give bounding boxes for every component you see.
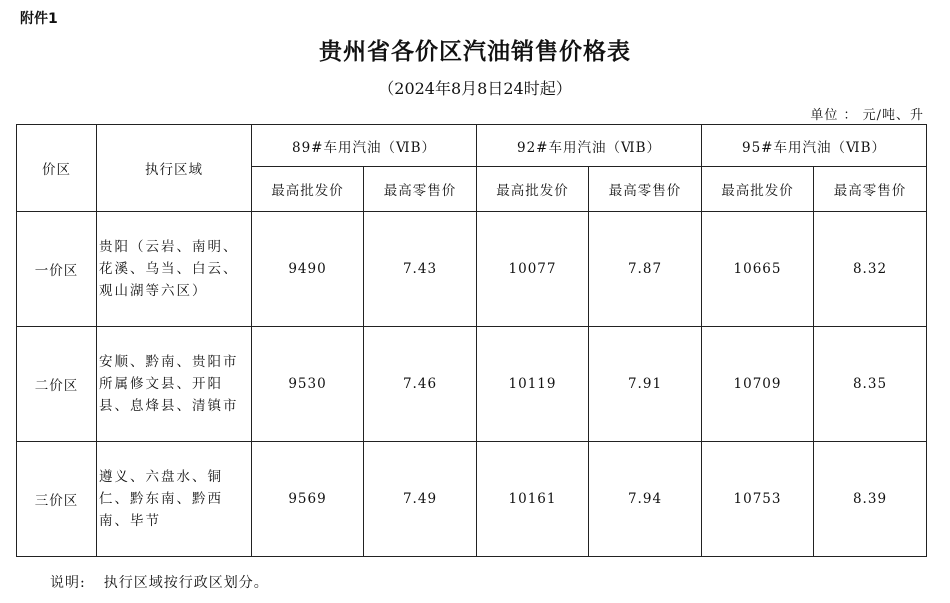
subheader-wholesale: 最高批发价: [477, 167, 589, 212]
price-cell: 9569: [252, 442, 364, 557]
price-cell: 8.32: [814, 212, 927, 327]
region-cell: 遵义、六盘水、铜仁、黔东南、黔西南、毕节: [97, 442, 252, 557]
header-price-zone: 价区: [17, 125, 97, 212]
price-cell: 7.87: [589, 212, 702, 327]
price-zone-cell: 一价区: [17, 212, 97, 327]
price-cell: 10119: [477, 327, 589, 442]
table-row: [17, 327, 927, 442]
region-cell: 安顺、黔南、贵阳市所属修文县、开阳县、息烽县、清镇市: [97, 327, 252, 442]
header-region: 执行区域: [97, 125, 252, 212]
subheader-retail: 最高零售价: [814, 167, 927, 212]
footnote-label: 说明:: [50, 575, 86, 591]
price-cell: 8.35: [814, 327, 927, 442]
price-cell: 9490: [252, 212, 364, 327]
table-header-row: [17, 125, 927, 167]
price-cell: 7.49: [364, 442, 477, 557]
price-cell: 7.94: [589, 442, 702, 557]
price-cell: 7.46: [364, 327, 477, 442]
table-row: [17, 212, 927, 327]
price-cell: 10665: [702, 212, 814, 327]
effective-date-subtitle: （2024年8月8日24时起）: [378, 79, 572, 98]
page-title: 贵州省各价区汽油销售价格表: [319, 38, 631, 65]
unit-label: 单位 ： 元/吨、升: [810, 108, 924, 123]
price-cell: 9530: [252, 327, 364, 442]
header-fuel-89: 89#车用汽油（ⅥB）: [252, 125, 477, 167]
footnote: [50, 572, 269, 592]
region-cell: 贵阳（云岩、南明、花溪、乌当、白云、观山湖等六区）: [97, 212, 252, 327]
subheader-retail: 最高零售价: [364, 167, 477, 212]
footnote-text: 执行区域按行政区划分。: [103, 575, 269, 591]
header-fuel-92: 92#车用汽油（ⅥB）: [477, 125, 702, 167]
price-cell: 7.43: [364, 212, 477, 327]
price-cell: 8.39: [814, 442, 927, 557]
price-cell: 10709: [702, 327, 814, 442]
subheader-wholesale: 最高批发价: [702, 167, 814, 212]
price-zone-cell: 三价区: [17, 442, 97, 557]
price-cell: 10753: [702, 442, 814, 557]
price-cell: 10161: [477, 442, 589, 557]
price-zone-cell: 二价区: [17, 327, 97, 442]
price-table: [16, 124, 927, 557]
attachment-label: 附件1: [20, 11, 58, 27]
price-cell: 7.91: [589, 327, 702, 442]
subheader-retail: 最高零售价: [589, 167, 702, 212]
table-row: [17, 442, 927, 557]
subheader-wholesale: 最高批发价: [252, 167, 364, 212]
header-fuel-95: 95#车用汽油（ⅥB）: [702, 125, 927, 167]
price-cell: 10077: [477, 212, 589, 327]
